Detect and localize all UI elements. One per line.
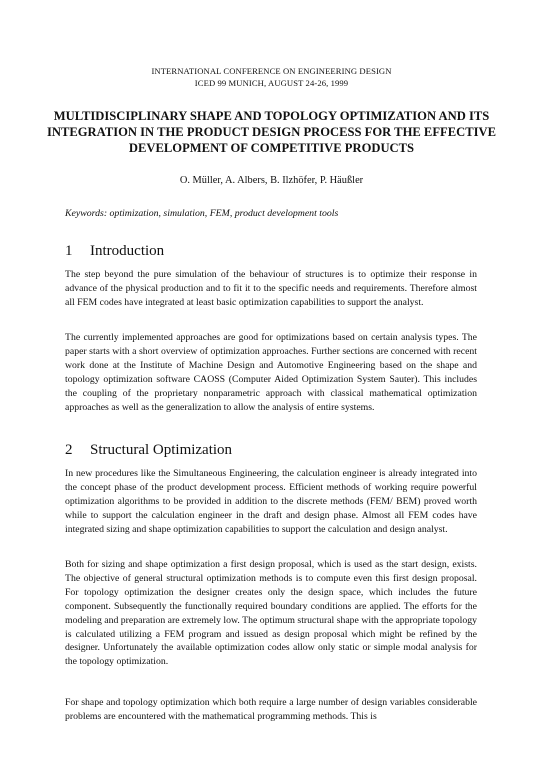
section-title: Structural Optimization [90,442,233,458]
paragraph: The step beyond the pure simulation of the behaviour of structures is to optimize their response in advance of the physical production and to fit it to the specific needs and requirements. Therefore almost all FEM codes have integrated at least basic optimization capabilities to support the analyst. [65,269,477,308]
section-heading-structural-optimization [65,441,232,459]
section-title: Introduction [90,243,165,259]
paragraph: The currently implemented approaches are good for optimizations based on certain analysis types. The paper starts with a short overview of optimization approaches. Further sections are concerned with recent work done at the Institute of Machine Design and Automotive Engineering based on the shape and topology optimization software CAOSS (Computer Aided Optimization System Sauter). This includes the coupling of the proprietary nonparametric approach with classical mathematical optimization approaches as well as the generalization to allow the analysis of entire systems. [65,332,477,413]
author-list: O. Müller, A. Albers, B. Ilzhöfer, P. Häußler [179,175,364,186]
keywords: Keywords: optimization, simulation, FEM, product development tools [65,208,339,219]
conference-name: INTERNATIONAL CONFERENCE ON ENGINEERING DESIGN [151,66,392,76]
paragraph: For shape and topology optimization which both require a large number of design variables considerable problems are encountered with the mathematical programming methods. This is [65,697,477,722]
paragraph: In new procedures like the Simultaneous Engineering, the calculation engineer is already integrated into the concept phase of the product development process. Efficient methods of working require powerful optimization algorithms to be provided in addition to the discrete methods (FEM/ BEM) proved worth while to support the calculation engineer in the draft and design phase. Almost all FEM codes have integrated sizing and shape optimization capabilities to support the calculation and design analyst. [65,468,477,535]
paper-title: MULTIDISCIPLINARY SHAPE AND TOPOLOGY OPTIMIZATION AND ITS INTEGRATION IN THE PRODUCT DESIGN PROCESS FOR THE EFFECTIVE DEVELOPMENT OF COMPETITIVE PRODUCTS [46,109,497,155]
section-number: 2 [65,442,73,458]
conference-event: ICED 99 MUNICH, AUGUST 24-26, 1999 [194,78,349,88]
section-heading-introduction [65,242,164,260]
section-number: 1 [65,243,73,259]
paragraph: Both for sizing and shape optimization a first design proposal, which is used as the start design, exists. The objective of general structural optimization methods is to compute even this first design proposal. For topology optimization the designer creates only the design space, which includes the future component. Subsequently the functionally required boundary conditions are applied. The efforts for the modeling and preparation are extremely low. The optimum structural shape with the appropriate topology is calculated utilizing a FEM program and issued as design proposal which might be refined by the designer. Unfortunately the available optimization codes allow only static or simple modal analysis for the topology optimization. [65,559,477,668]
